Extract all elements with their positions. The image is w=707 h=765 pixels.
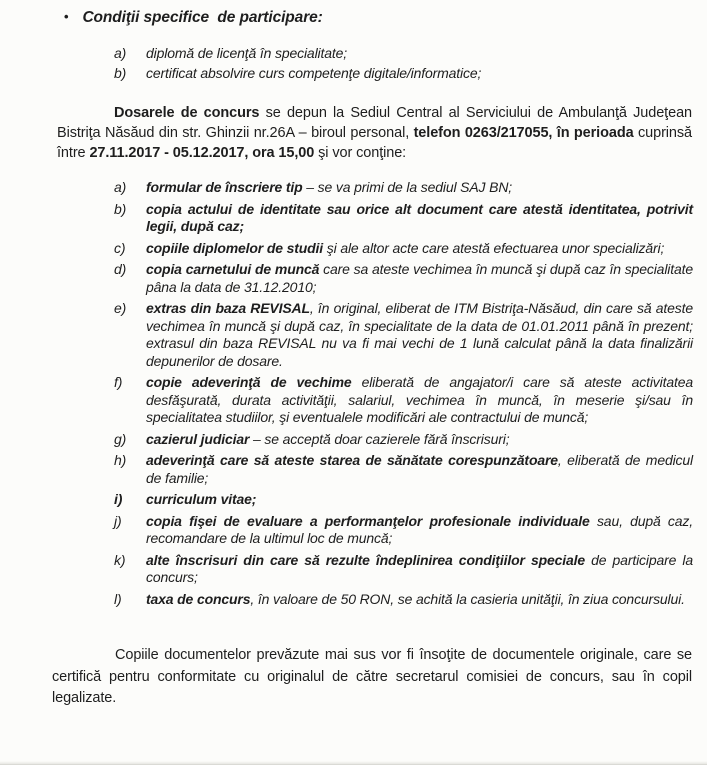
bold-text-segment: alte înscrisuri din care să rezulte îndeplinirea condiţiilor speciale [146, 551, 586, 568]
bold-text-segment: adeverinţă care să ateste starea de sănătate corespunzătoare [146, 452, 558, 468]
list-item-marker: h) [114, 452, 127, 468]
list-item-text [146, 452, 693, 486]
list-item [114, 591, 693, 609]
bold-text-segment: telefon 0263/217055, în perioada [413, 125, 634, 141]
text-segment: se depun la Sediul Central al Serviciului de Ambulanţă Judeţean Bistriţa Năsăud din str. Ghinzii nr.26A – biroul personal, [57, 105, 692, 141]
documents-list [114, 179, 693, 608]
bold-text-segment: formular de înscriere tip [146, 179, 303, 195]
list-item-text [146, 591, 685, 607]
list-item-marker: b) [114, 65, 127, 81]
text-segment: , în original, eliberat de ITM Bistriţa-Năsăud, din care să ateste vechimea în muncă şi după caz, în specialitate de la data de 01.01.2011 până în prezent; extrasul din baza REVISAL nu va fi mai vechi de 1 lună calculat până la data finalizării depunerilor de dosare. [146, 300, 693, 369]
list-item [114, 552, 693, 587]
list-item [114, 261, 693, 296]
bold-text-segment: curriculum vitae; [146, 491, 257, 507]
bold-text-segment: extras din baza REVISAL [146, 300, 310, 316]
list-item-marker: j) [114, 512, 122, 529]
list-item [114, 179, 693, 197]
list-item [114, 43, 693, 63]
bullet-icon: • [64, 9, 69, 24]
text-segment: Copiile documentelor prevăzute mai sus vor fi însoţite de documentele originale, care se certifică pentru conformitate cu originalul de către secretarul comisiei de concurs, sau în copil legalizate. [52, 647, 692, 706]
list-item-text [146, 240, 664, 256]
list-item-marker: g) [114, 430, 127, 447]
bold-text-segment: copia carnetului de muncă [146, 261, 320, 277]
list-item-marker: b) [114, 200, 127, 217]
list-item [114, 431, 693, 449]
list-item-text [146, 201, 693, 235]
section-title-text: Condiţii specifice de participare: [82, 9, 323, 26]
list-item-marker: d) [114, 261, 127, 277]
list-item-marker: f) [114, 374, 123, 390]
bold-text-segment: taxa de concurs [146, 590, 251, 607]
list-item-text [146, 552, 693, 586]
list-item [114, 374, 693, 427]
bold-text-segment: copiile diplomelor de studii [146, 239, 324, 256]
list-item [114, 63, 693, 83]
list-item-text [146, 513, 693, 547]
specific-conditions-list [114, 43, 693, 83]
text-segment: de participare la concurs; [146, 551, 693, 585]
list-item-text [146, 374, 693, 425]
list-item-text [146, 261, 693, 295]
list-item [114, 201, 693, 236]
list-item-marker: e) [114, 300, 127, 316]
scan-edge-artifact [0, 761, 707, 765]
text-segment: eliberată de angajator/i care să ateste activitatea desfăşurată, durata activităţii, salariul, vechimea în muncă, în meserie şi/sau în specialitatea studiilor, şi eventualele modificări ale contractului de muncă; [146, 374, 693, 425]
list-item-text [146, 431, 509, 447]
text-segment: cuprinsă între [57, 125, 693, 161]
text-segment: diplomă de licenţă în specialitate; [146, 45, 347, 61]
bold-text-segment: copia fişei de evaluare a performanţelor profesionale individuale [146, 512, 590, 529]
list-item-text [146, 45, 347, 61]
text-segment: , eliberată de medicul de familie; [146, 452, 693, 486]
list-item-text [146, 65, 481, 81]
list-item-marker: a) [114, 45, 127, 61]
list-item-marker: c) [114, 239, 126, 256]
text-segment: – se va primi de la sediul SAJ BN; [302, 179, 513, 195]
section-title [64, 9, 707, 27]
list-item-marker: l) [114, 590, 122, 607]
bold-text-segment: 27.11.2017 - 05.12.2017, ora 15,00 [89, 145, 315, 161]
text-segment: certificat absolvire curs competenţe digitale/informatice; [146, 65, 482, 81]
bold-text-segment: cazierul judiciar [146, 430, 250, 447]
list-item-text [146, 491, 256, 507]
list-item [114, 513, 693, 548]
list-item-text [146, 300, 693, 369]
list-item-text [146, 179, 512, 195]
text-segment: care sa ateste vechimea în muncă şi după caz în specialitate pâna la data de 31.12.2010; [146, 261, 693, 295]
text-segment: şi ale altor acte care atestă efectuarea unor specializări; [323, 239, 665, 256]
bold-text-segment: copie adeverinţă de vechime [146, 374, 352, 390]
text-segment: şi vor conţine: [314, 145, 407, 161]
text-segment: , în valoare de 50 RON, se achită la casieria unităţii, în ziua concursului. [250, 590, 685, 607]
bold-text-segment: Dosarele de concurs [114, 105, 260, 121]
list-item-marker: k) [114, 551, 126, 568]
list-item [114, 300, 693, 370]
text-segment: – se acceptă doar cazierele fără înscrisuri; [249, 430, 510, 447]
list-item [114, 491, 693, 509]
intro-paragraph [57, 103, 692, 163]
list-item [114, 240, 693, 258]
text-segment: sau, după caz, recomandare de la ultimul loc de muncă; [146, 512, 693, 546]
closing-paragraph [52, 645, 692, 710]
scanned-document-page [0, 9, 707, 765]
list-item-marker: i) [114, 491, 123, 507]
list-item [114, 452, 693, 487]
bold-text-segment: copia actului de identitate sau orice alt document care atestă identitatea, potrivit legii, după caz; [146, 200, 693, 234]
list-item-marker: a) [114, 179, 127, 195]
